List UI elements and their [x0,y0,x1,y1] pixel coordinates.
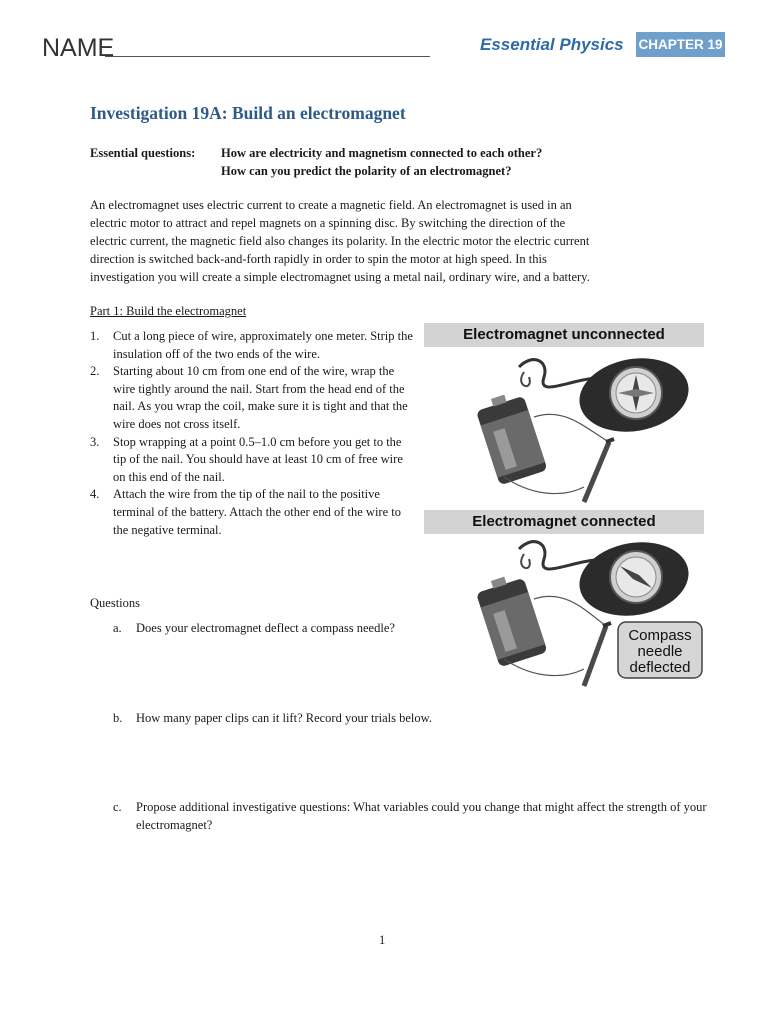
question-letter: c. [113,800,122,814]
step-number: 4. [90,487,100,502]
question-letter: a. [113,621,122,635]
intro-line: investigation you will create a simple electromagnet using a metal nail, ordinary wire, and a battery. [90,270,590,284]
question-letter: b. [113,711,123,725]
callout-line: needle [637,643,683,660]
step-text: Starting about 10 cm from one end of the wire, wrap the wire tightly around the nail. Start from the head end of the nail. As you wrap the coil, make sure it is tight and that the wire does not cross itself. [113,364,408,431]
step-number: 3. [90,434,100,449]
question-a [113,619,403,637]
step-item [90,434,415,487]
intro-line: An electromagnet uses electric current to create a magnetic field. An electromagnet is used in an [90,198,572,212]
intro-line: electric motor to attract and repel magnets on a spinning disc. By switching the direction of the [90,216,566,230]
intro-line: electric current, the magnetic field also changes its polarity. In the electric motor the electric current [90,234,590,248]
chapter-badge: CHAPTER 19 [636,32,725,57]
question-b [113,709,703,727]
step-item [90,363,415,433]
essential-question-2: How can you predict the polarity of an electromagnet? [221,164,512,178]
figure-caption-connected: Electromagnet connected [424,510,704,534]
step-text: Stop wrapping at a point 0.5–1.0 cm before you get to the tip of the nail. You should have at least 10 cm of free wire on this end of the nail. [113,434,403,484]
step-text: Cut a long piece of wire, approximately one meter. Strip the insulation off of the two ends of the wire. [113,329,413,361]
intro-paragraph [90,196,705,286]
question-c [113,798,713,834]
step-item [90,328,415,363]
callout-line: Compass [628,627,692,644]
intro-line: direction is switched back-and-forth rapidly in order to spin the motor at high speed. In this [90,252,547,266]
question-text: How many paper clips can it lift? Record your trials below. [136,711,432,725]
step-number: 1. [90,329,100,343]
page-number: 1 [379,933,386,947]
callout-line: deflected [629,659,691,676]
page-title: Investigation 19A: Build an electromagnet [90,103,406,123]
essential-question-1: How are electricity and magnetism connected to each other? [221,146,543,160]
question-text: Propose additional investigative questions: What variables could you change that might affect the strength of your electromagnet? [136,800,707,832]
questions-label: Questions [90,596,140,610]
step-item [90,486,415,539]
electromagnet-unconnected-photo [424,347,704,509]
question-text: Does your electromagnet deflect a compass needle? [136,621,395,635]
step-number: 2. [90,364,100,379]
name-label: NAME [42,34,115,62]
figure-caption-unconnected: Electromagnet unconnected [424,323,704,347]
electromagnet-connected-photo [424,534,704,694]
steps-list [90,328,415,539]
part1-heading: Part 1: Build the electromagnet [90,304,247,318]
name-line [105,56,430,57]
step-text: Attach the wire from the tip of the nail to the positive terminal of the battery. Attach the other end of the wire to the negative terminal. [113,487,401,537]
brand-title: Essential Physics [480,35,624,54]
essential-questions-label: Essential questions: [90,146,196,160]
